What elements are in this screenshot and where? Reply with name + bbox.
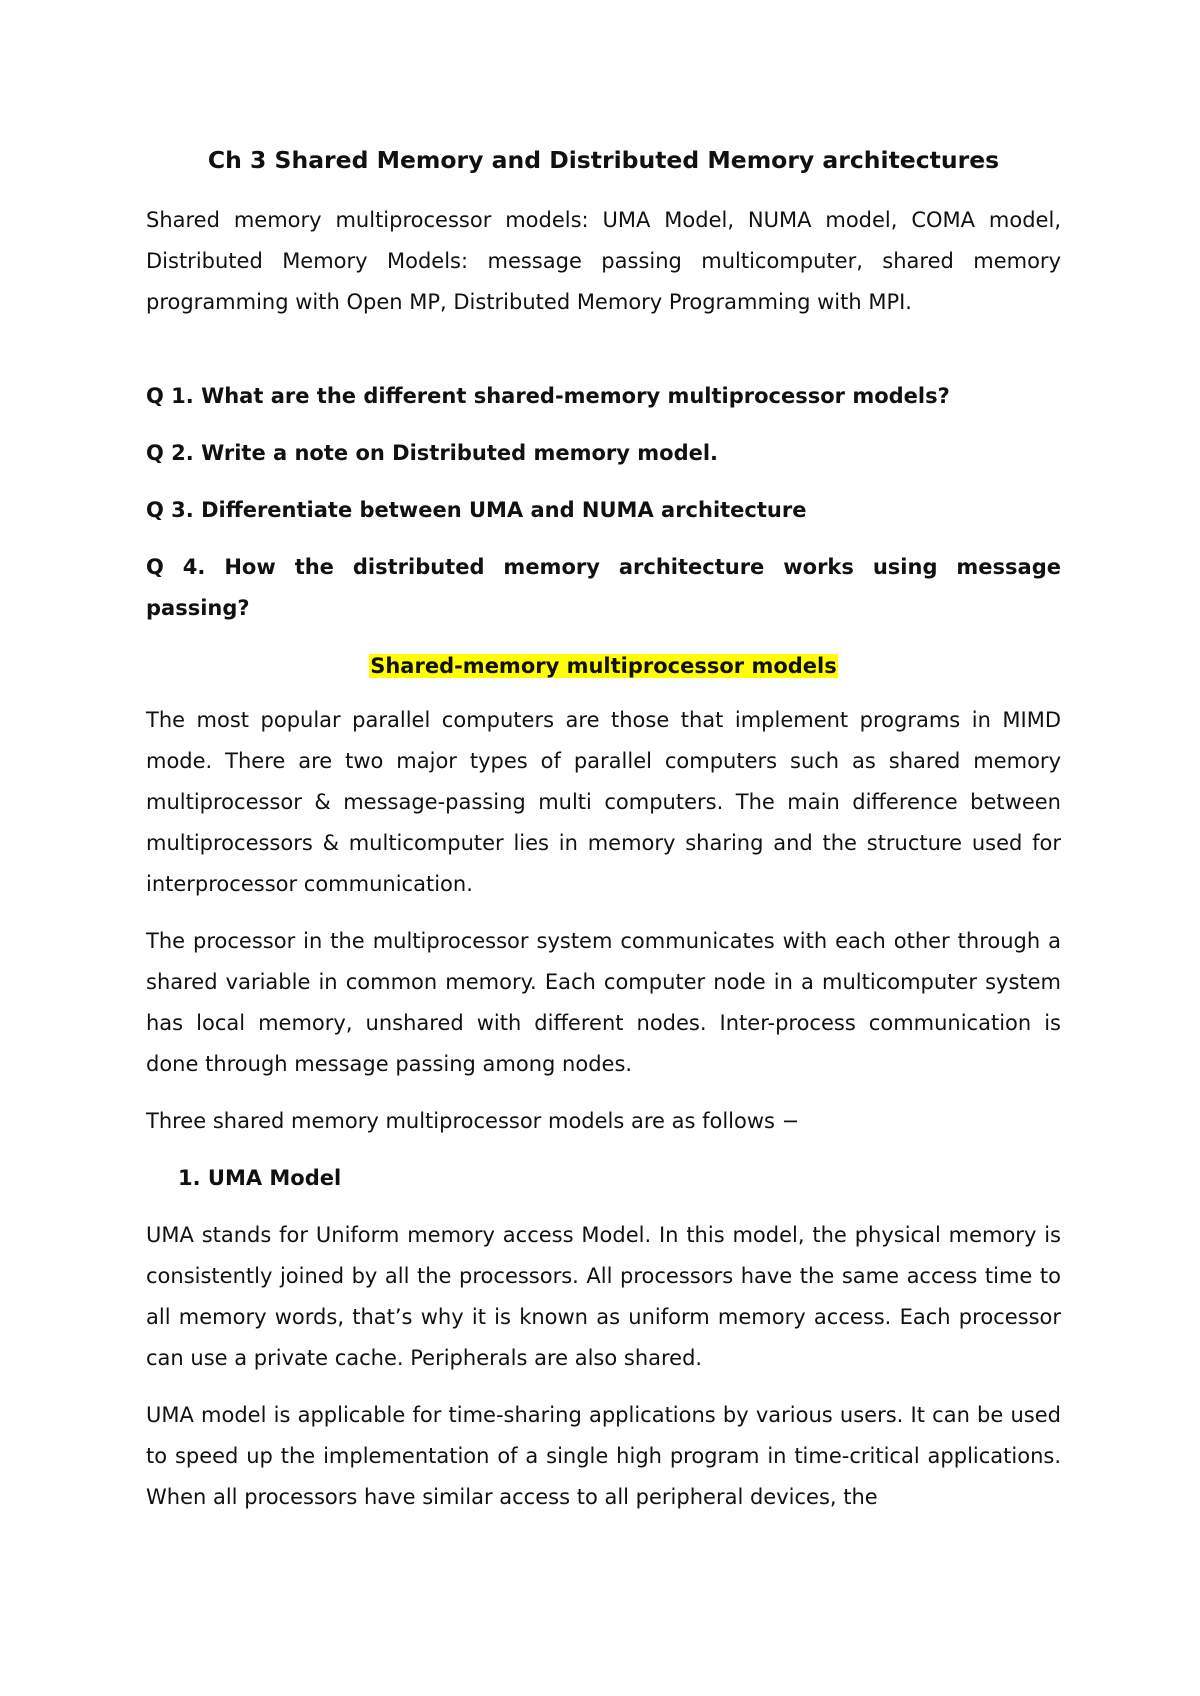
body-paragraph: Three shared memory multiprocessor models are as follows − — [146, 1109, 800, 1133]
highlighted-heading-text: Shared-memory multiprocessor models — [370, 654, 837, 678]
body-paragraph: The processor in the multiprocessor system communicates with each other through a shared variable in common memory. Each computer node in a multicomputer system has local memory, unshared with different nodes. Inter-process communication is done through message passing among nodes. — [146, 929, 1061, 1076]
uma-paragraph: UMA model is applicable for time-sharing applications by various users. It can be used to speed up the implementation of a single high program in time-critical applications. When all processors have similar access to all peripheral devices, the — [146, 1403, 1061, 1509]
document-body — [146, 140, 1061, 1534]
question-3: Q 3. Differentiate between UMA and NUMA architecture — [146, 498, 807, 522]
uma-paragraph: UMA stands for Uniform memory access Model. In this model, the physical memory is consistently joined by all the processors. All processors have the same access time to all memory words, that’s why it is known as uniform memory access. Each processor can use a private cache. Peripherals are also shared. — [146, 1223, 1061, 1370]
chapter-title: Ch 3 Shared Memory and Distributed Memory architectures — [207, 146, 1000, 174]
question-1: Q 1. What are the different shared-memory multiprocessor models? — [146, 384, 950, 408]
question-4: Q 4. How the distributed memory architecture works using message passing? — [146, 555, 1061, 620]
body-paragraph: The most popular parallel computers are those that implement programs in MIMD mode. There are two major types of parallel computers such as shared memory multiprocessor & message-passing multi computers. The main difference between multiprocessors & multicomputer lies in memory sharing and the structure used for interprocessor communication. — [146, 708, 1061, 896]
uma-model-heading: 1. UMA Model — [178, 1166, 342, 1190]
section-heading — [146, 647, 1061, 685]
question-2: Q 2. Write a note on Distributed memory model. — [146, 441, 719, 465]
syllabus-paragraph: Shared memory multiprocessor models: UMA Model, NUMA model, COMA model, Distributed Memory Models: message passing multicomputer, shared memory programming with Open MP, Distributed Memory Programming with MPI. — [146, 208, 1061, 314]
